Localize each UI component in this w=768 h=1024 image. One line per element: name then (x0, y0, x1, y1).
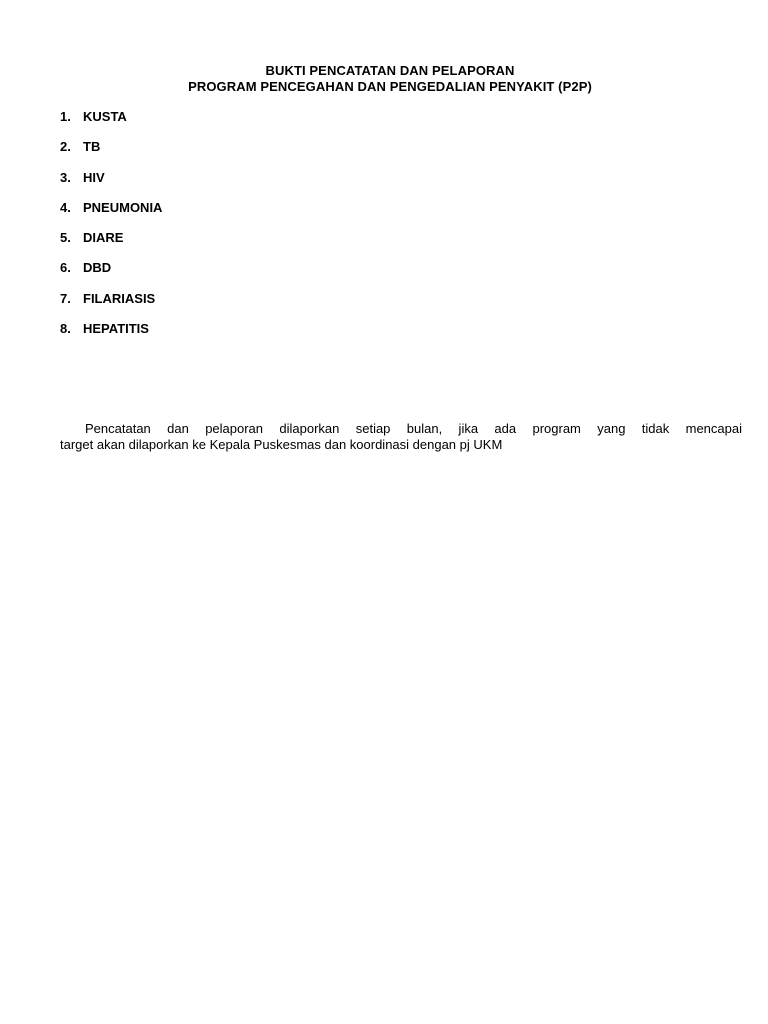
note-paragraph (60, 421, 742, 453)
title-line-1: BUKTI PENCATATAN DAN PELAPORAN (265, 63, 515, 78)
document-title (0, 63, 768, 95)
list-item (60, 199, 162, 229)
list-item (60, 290, 162, 320)
list-item-label: PNEUMONIA (83, 199, 163, 215)
list-item-label: HIV (83, 169, 105, 185)
list-item-label: HEPATITIS (83, 321, 149, 337)
list-item (60, 259, 162, 289)
list-item-number: 1. (60, 109, 71, 124)
list-item-label: KUSTA (83, 109, 127, 124)
list-item-label: DIARE (83, 230, 124, 246)
program-list (60, 108, 162, 350)
list-item-number: 7. (60, 290, 71, 306)
list-item (60, 169, 162, 199)
list-item (60, 320, 162, 350)
list-item-label: DBD (83, 260, 112, 276)
title-line-2: PROGRAM PENCEGAHAN DAN PENGEDALIAN PENYAKIT (P2P) (188, 79, 592, 94)
list-item-number: 3. (60, 169, 71, 185)
list-item-number: 2. (60, 139, 71, 155)
list-item (60, 229, 162, 259)
list-item (60, 138, 162, 168)
note-line-1: Pencatatan dan pelaporan dilaporkan setiap bulan, jika ada program yang tidak mencapai (85, 421, 742, 436)
note-line-2: target akan dilaporkan ke Kepala Puskesmas dan koordinasi dengan pj UKM (60, 437, 503, 452)
list-item (60, 108, 162, 138)
list-item-label: TB (83, 139, 101, 155)
list-item-number: 4. (60, 199, 71, 215)
list-item-number: 5. (60, 230, 71, 246)
list-item-number: 8. (60, 321, 71, 337)
list-item-number: 6. (60, 260, 71, 276)
list-item-label: FILARIASIS (83, 290, 156, 306)
